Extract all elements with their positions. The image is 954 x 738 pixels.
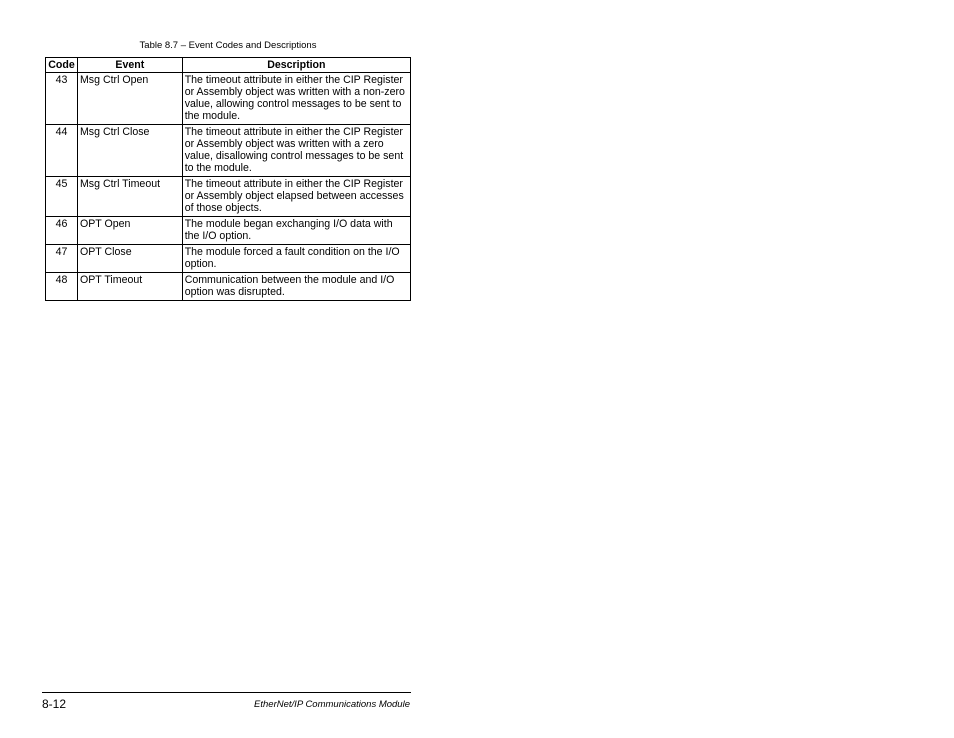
column-header-description: Description [182, 58, 410, 73]
cell-event: Msg Ctrl Close [77, 125, 182, 177]
cell-description: Communication between the module and I/O option was disrupted. [182, 273, 410, 301]
footer-divider [42, 692, 411, 693]
cell-event: OPT Timeout [77, 273, 182, 301]
table-row [46, 125, 411, 177]
cell-code: 46 [46, 217, 78, 245]
cell-code: 48 [46, 273, 78, 301]
cell-code: 44 [46, 125, 78, 177]
running-title: EtherNet/IP Communications Module [254, 699, 410, 710]
event-codes-table [45, 57, 411, 301]
table-row [46, 73, 411, 125]
cell-description: The timeout attribute in either the CIP Register or Assembly object was written with a non-zero value, allowing control messages to be sent to the module. [182, 73, 410, 125]
table-row [46, 273, 411, 301]
table-caption: Table 8.7 – Event Codes and Descriptions [139, 40, 317, 51]
table-row [46, 217, 411, 245]
cell-code: 45 [46, 177, 78, 217]
table-row [46, 245, 411, 273]
page-number: 8-12 [42, 697, 67, 711]
column-header-code: Code [46, 58, 78, 73]
table-header-row [46, 58, 411, 73]
cell-event: OPT Open [77, 217, 182, 245]
cell-description: The module forced a fault condition on the I/O option. [182, 245, 410, 273]
cell-event: OPT Close [77, 245, 182, 273]
table-row [46, 177, 411, 217]
cell-event: Msg Ctrl Open [77, 73, 182, 125]
cell-event: Msg Ctrl Timeout [77, 177, 182, 217]
cell-description: The timeout attribute in either the CIP Register or Assembly object elapsed between accesses of those objects. [182, 177, 410, 217]
cell-code: 47 [46, 245, 78, 273]
cell-description: The module began exchanging I/O data with the I/O option. [182, 217, 410, 245]
cell-description: The timeout attribute in either the CIP Register or Assembly object was written with a zero value, disallowing control messages to be sent to the module. [182, 125, 410, 177]
column-header-event: Event [77, 58, 182, 73]
cell-code: 43 [46, 73, 78, 125]
